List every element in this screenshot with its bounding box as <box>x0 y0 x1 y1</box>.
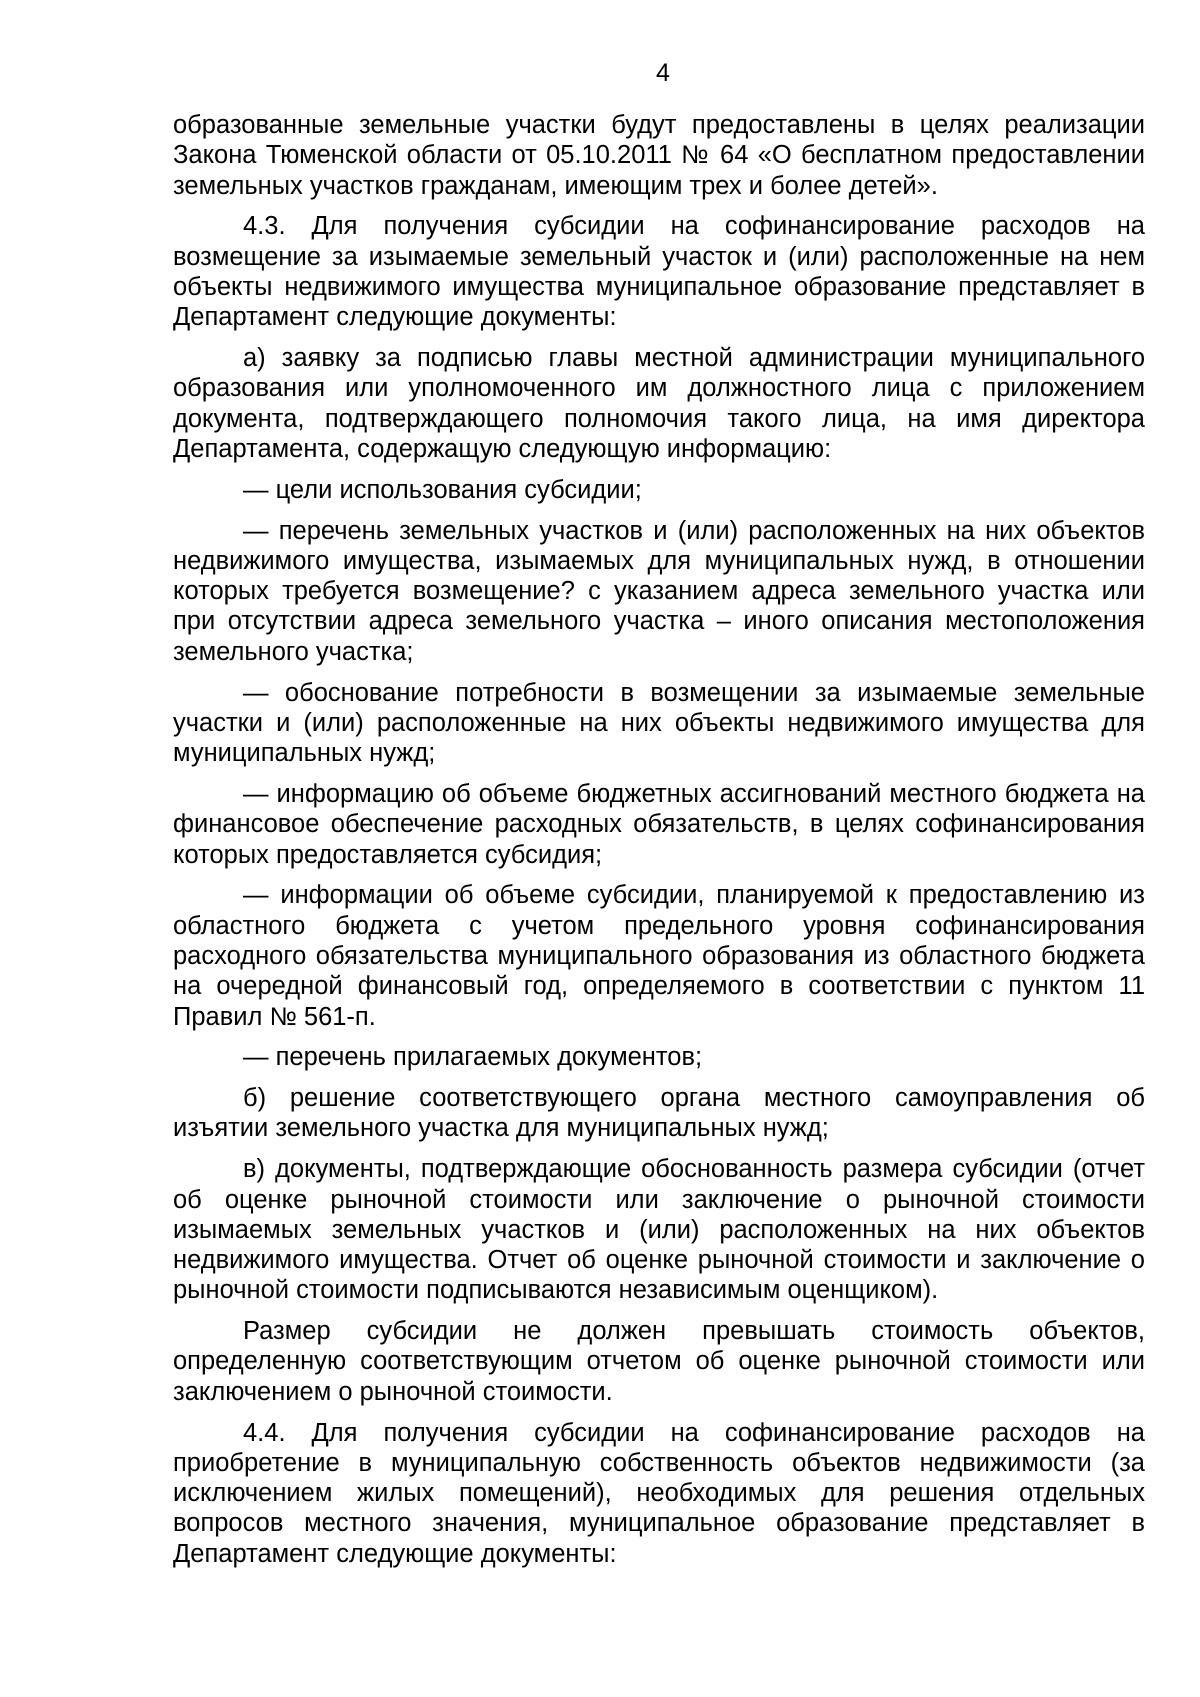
paragraph-dash-subsidy-info: — информации об объеме субсидии, планируемой к предоставлению из областного бюджета с учетом предельного уровня софинансирования расходного обязательства муниципального образования из областного бюджета на очередной финансовый год, определяемого в соответствии с пунктом 11 Правил № 561-п. <box>173 881 1145 1031</box>
paragraph-item-v: в) документы, подтверждающие обоснованность размера субсидии (отчет об оценке рыночной стоимости или заключение о рыночной стоимости изымаемых земельных участков и (или) расположенных на них объектов недвижимого имущества. Отчет об оценке рыночной стоимости и заключение о рыночной стоимости подписываются независимым оценщиком). <box>173 1155 1145 1305</box>
paragraph-dash-list-plots: — перечень земельных участков и (или) расположенных на них объектов недвижимого имущества, изымаемых для муниципальных нужд, в отношении которых требуется возмещение? с указанием адреса земельного участка или при отсутствии адреса земельного участка – иного описания местоположения земельного участка; <box>173 516 1145 666</box>
paragraph-continuation: образованные земельные участки будут предоставлены в целях реализации Закона Тюменской области от 05.10.2011 № 64 «О бесплатном предоставлении земельных участков гражданам, имеющим трех и более детей». <box>173 111 1145 200</box>
page-number: 4 <box>656 59 670 87</box>
document-body <box>173 110 1145 1580</box>
paragraph-item-b: б) решение соответствующего органа местного самоуправления об изъятии земельного участка для муниципальных нужд; <box>173 1084 1145 1143</box>
paragraph-dash-justification: — обоснование потребности в возмещении за изымаемые земельные участки и (или) расположенные на них объекты недвижимого имущества для муниципальных нужд; <box>173 678 1145 768</box>
paragraph-subsidy-limit: Размер субсидии не должен превышать стоимость объектов, определенную соответствующим отчетом об оценке рыночной стоимости или заключением о рыночной стоимости. <box>173 1317 1145 1406</box>
paragraph-item-a: а) заявку за подписью главы местной администрации муниципального образования или уполномоченного им должностного лица с приложением документа, подтверждающего полномочия такого лица, на имя директора Департамента, содержащую следующую информацию: <box>173 344 1145 463</box>
paragraph-dash-attached-docs: — перечень прилагаемых документов; <box>243 1043 703 1072</box>
paragraph-clause-4-3: 4.3. Для получения субсидии на софинансирование расходов на возмещение за изымаемые земельный участок и (или) расположенные на нем объекты недвижимого имущества муниципальное образование представляет в Департамент следующие документы: <box>173 212 1145 332</box>
paragraph-dash-budget-info: — информацию об объеме бюджетных ассигнований местного бюджета на финансовое обеспечение расходных обязательств, в целях софинансирования которых предоставляется субсидия; <box>173 779 1145 869</box>
paragraph-dash-goals: — цели использования субсидии; <box>243 475 642 504</box>
paragraph-clause-4-4: 4.4. Для получения субсидии на софинансирование расходов на приобретение в муниципальную собственность объектов недвижимости (за исключением жилых помещений), необходимых для решения отдельных вопросов местного значения, муниципальное образование представляет в Департамент следующие документы: <box>173 1418 1145 1568</box>
